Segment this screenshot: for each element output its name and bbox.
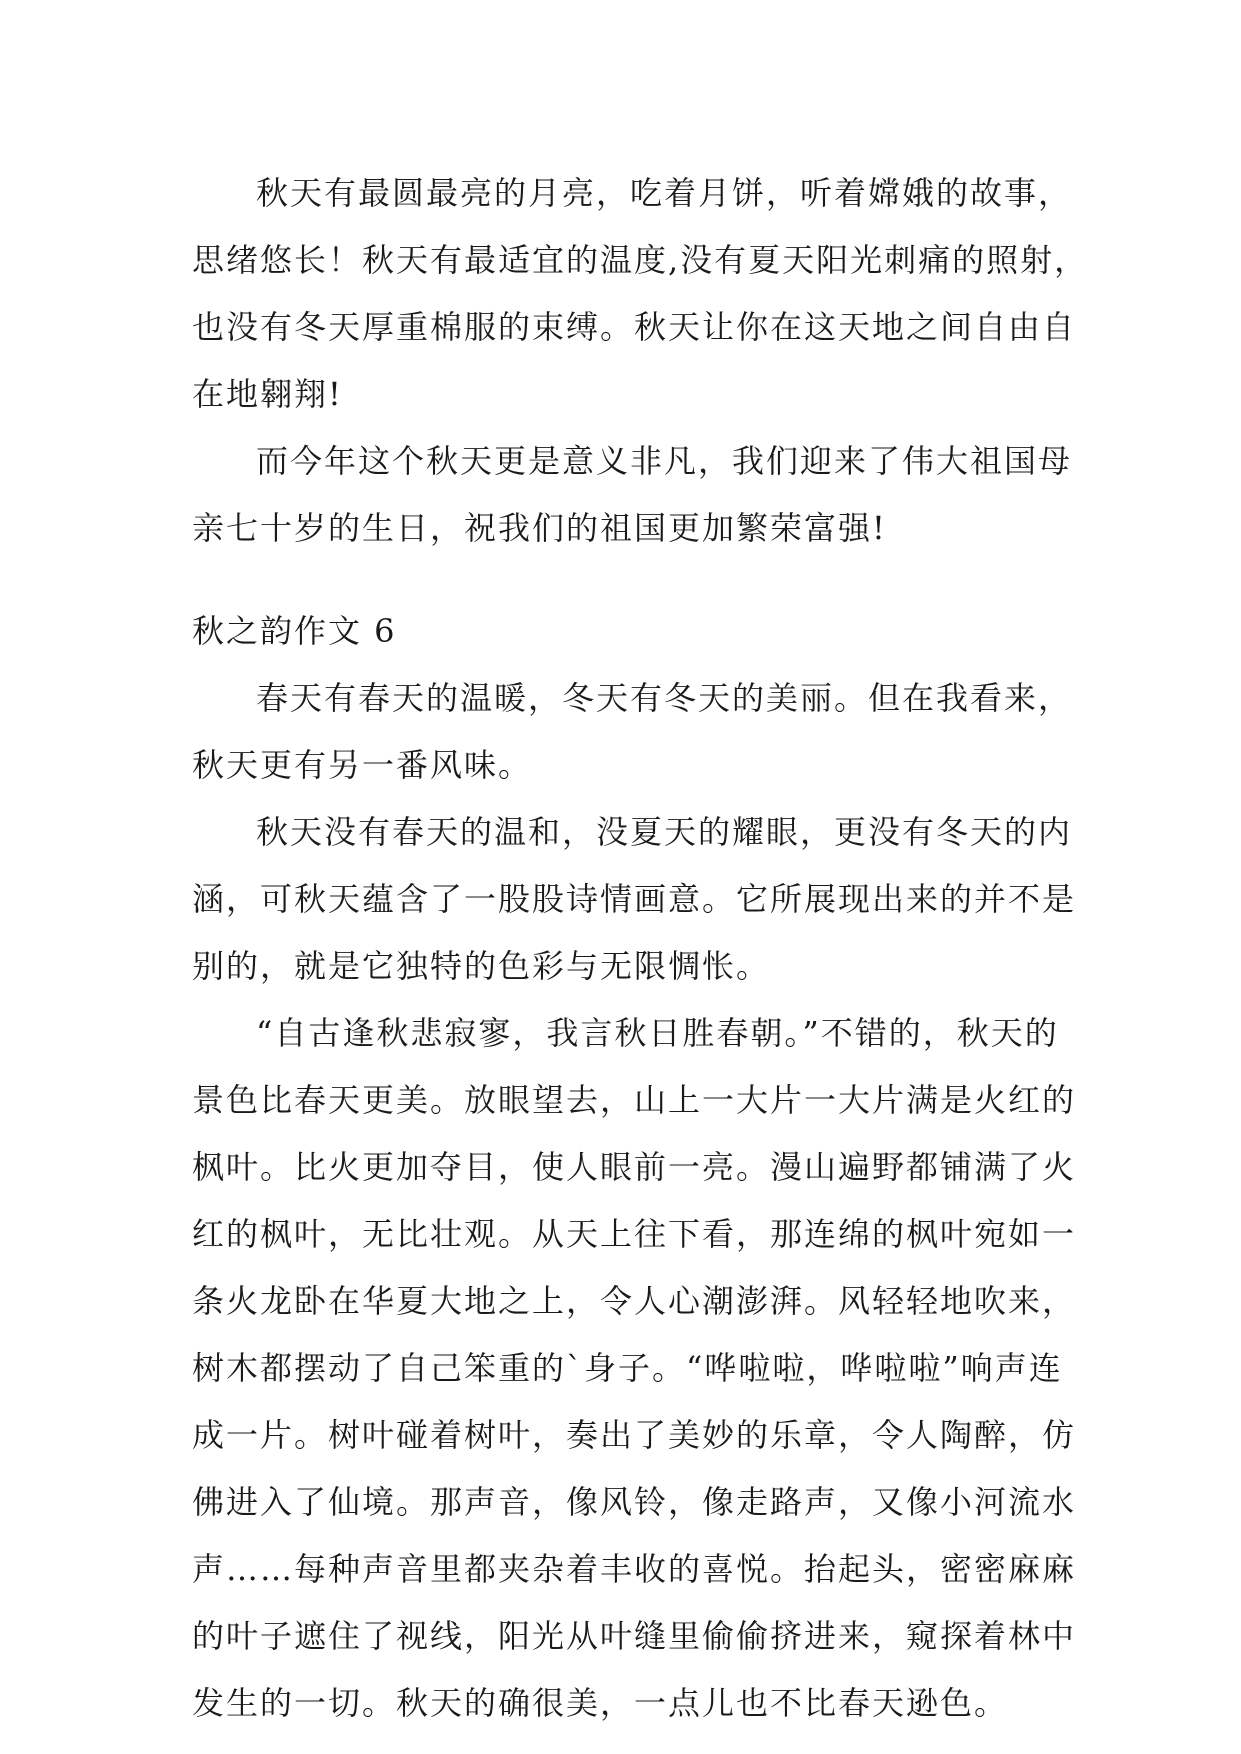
paragraph-autumn-charm: 秋天没有春天的温和，没夏天的耀眼，更没有冬天的内涵，可秋天蕴含了一股股诗情画意。它所展现出来的并不是别的，就是它独特的色彩与无限惆怅。 xyxy=(192,813,1077,985)
paragraph-national-day: 而今年这个秋天更是意义非凡，我们迎来了伟大祖国母亲七十岁的生日，祝我们的祖国更加繁荣富强! xyxy=(192,442,1073,547)
paragraph-intro: 春天有春天的温暖，冬天有冬天的美丽。但在我看来，秋天更有另一番风味。 xyxy=(192,679,1073,784)
paragraph-maple-scenery: “自古逢秋悲寂寥，我言秋日胜春朝。”不错的，秋天的景色比春天更美。放眼望去，山上一大片一大片满是火红的枫叶。比火更加夺目，使人眼前一亮。漫山遍野都铺满了火红的枫叶，无比壮观。从天上往下看，那连绵的枫叶宛如一条火龙卧在华夏大地之上，令人心潮澎湃。风轻轻地吹来，树木都摆动了自己笨重的`身子。“哗啦啦，哗啦啦”响声连成一片。树叶碰着树叶，奏出了美妙的乐章，令人陶醉，仿佛进入了仙境。那声音，像风铃，像走路声，又像小河流水声……每种声音里都夹杂着丰收的喜悦。抬起头，密密麻麻的叶子遮住了视线，阳光从叶缝里偷偷挤进来，窥探着林中发生的一切。秋天的确很美，一点儿也不比春天逊色。 xyxy=(192,1014,1077,1722)
paragraph-mid-autumn: 秋天有最圆最亮的月亮，吃着月饼，听着嫦娥的故事，思绪悠长！秋天有最适宜的温度,没有夏天阳光刺痛的照射，也没有冬天厚重棉服的束缚。秋天让你在这天地之间自由自在地翱翔! xyxy=(192,174,1089,413)
essay-heading: 秋之韵作文 6 xyxy=(192,612,397,650)
document-page xyxy=(192,160,1092,1737)
